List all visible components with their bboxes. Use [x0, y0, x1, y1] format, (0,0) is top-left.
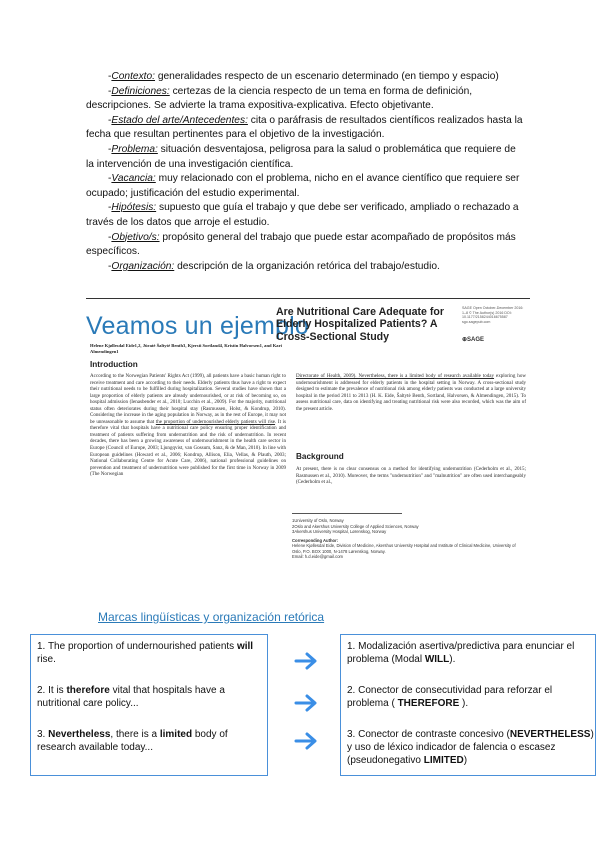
definition-dash: - [108, 231, 112, 243]
affiliation-rule [292, 513, 402, 514]
sage-logo [462, 336, 484, 343]
definition-text: situación desventajosa, peligrosa para la salud o problemática que requiere de la intervención de una investigación científica. [86, 143, 516, 170]
example-text: 2. It is [37, 685, 67, 696]
explanation-text: 1. Modalización asertiva/predictiva para enunciar el problema (Modal [347, 641, 575, 665]
right-text: exploring how undernourishment is addressed for elderly patients in the hospital setting in Norway. A cross-sectional study designed to estimate the prevalence of nutritional risk among elderly patients was conducted at a large university hospital in the period 2011 to 2013 (H. K. Eide, Šaltytė Benth, Sortland, Halvorsen, & Almendingen, 2015). To assess nutritional care, data on identifying and treating nutritional risk were also recorded, which was the aim of the present article. [296, 373, 526, 412]
definition-term: Definiciones: [111, 85, 170, 97]
example-text: body of research available today... [37, 729, 228, 753]
sage-icon: ⊕ [462, 337, 468, 343]
example-item-2 [37, 685, 263, 711]
definition-text: supuesto que guía el trabajo y que debe ser verificado, ampliado o rechazado a través de los datos que arroje el estudio. [86, 202, 519, 228]
example-bold: limited [159, 729, 193, 740]
section-title: Marcas lingüísticas y organización retórica [98, 610, 325, 624]
definition-text: descripción de la organización retórica del trabajo/estudio. [174, 260, 440, 272]
affiliation-2: 2Oslo and Akershus University College of Applied Sciences, Norway [292, 523, 419, 529]
example-text: , there is a [110, 729, 160, 740]
explanation-text: ). [459, 697, 469, 709]
arrow-right-icon [294, 732, 320, 750]
definition-problema [86, 143, 526, 172]
definition-dash: - [108, 202, 112, 214]
definition-contexto [86, 70, 526, 85]
definition-dash: - [108, 71, 112, 82]
definitions-list [86, 70, 526, 274]
examples-box [30, 634, 268, 776]
definition-organizacion [86, 260, 526, 275]
explanation-bold: THEREFORE [397, 697, 460, 709]
definition-vacancia [86, 172, 526, 201]
explanation-text: 3. Conector de contraste concesivo ( [347, 729, 510, 740]
definition-objetivos [86, 231, 526, 260]
arrow-right-icon [294, 694, 320, 712]
definition-term: Hipótesis: [111, 202, 157, 214]
definition-term: Objetivo/s: [111, 231, 160, 243]
intro-underlined: the proportion of undernourished elderly patients will rise [155, 418, 276, 425]
journal-meta: SAGE Open October-December 2016: 1–8 © The Author(s) 2016 DOI: 10.1177/2158244016675587 sgo.sagepub.com [462, 306, 524, 324]
example-bold: therefore [66, 685, 110, 696]
example-text: rise. [37, 653, 56, 665]
definition-text: cita o paráfrasis de resultados científicos realizados hasta la fecha que resultan pertinentes para el objetivo de la investigación. [86, 114, 523, 141]
definition-term: Vacancia: [111, 173, 156, 185]
article-excerpt [86, 298, 530, 590]
sage-label: SAGE [467, 337, 485, 343]
intro-column [90, 373, 286, 478]
definition-dash: - [108, 85, 112, 97]
intro-text-1: According to the Norwegian Patients' Rights Act (1999), all patients have a basic human right to receive treatment and care according to their needs. Elderly patients thus have a right to expect their nutritional needs to be fulfilled during hospitalization. Several studies have shown that a large proportion of elderly patients are already undernourished, or at risk of becoming so, on hospital admission (Ienasbender et al., 2010; Lucchin et al., 2009). For the majority, nutritional status often deteriorates during their hospital stay (Rasmussen, Holst, & Kondrup, 2010). Considering the increase in the aging population in Norway, as in the rest of Europe, it may not be unreasonable to assume that [90, 373, 286, 425]
corresponding-email: Email: h.d.eide@gmail.com [292, 554, 344, 559]
arrow-right-icon [294, 652, 320, 670]
corresponding-label: Corresponding Author: [292, 537, 339, 543]
definition-estado-del-arte [86, 114, 526, 143]
definition-term: Contexto: [111, 71, 156, 82]
explanation-text: ) [463, 754, 468, 766]
explanations-box [340, 634, 596, 776]
affiliation-1: 1University of Oslo, Norway [292, 518, 344, 523]
definition-text: propósito general del trabajo que puede estar acompañado de propósitos más específicos. [86, 231, 516, 258]
explanation-bold: LIMITED [423, 754, 464, 766]
explanation-item-2 [347, 685, 595, 711]
definition-dash: - [108, 114, 112, 126]
article-authors: Helene Kjøllesdal Eide1,2, Jūratė Šaltytė Benth3, Kjersti Sortland4, Kristin Halvorsen1, and Kari Almendingen1 [90, 343, 282, 354]
definition-hipotesis [86, 201, 526, 230]
article-top-rule [86, 298, 530, 299]
intro-heading: Introduction [90, 360, 138, 369]
explanation-item-1 [347, 641, 595, 667]
intro-text-2: . It is therefore vital that hospitals have a nutritional care policy ensuring proper identification and treatment of patients suffering from undernutrition and the risk of undernutrition. In recent decades, there has been a growing awareness of undernourishment in the health care sector in Europe (Council of Europe, 2003; Ljungqvist, van Gossum, Sanz, & de Man, 2010). In line with European guidelines (Howard et al., 2006; Kondrup, Allison, Elia, Vellas, & Plauth, 2003; National Collaborating Centre for Acute Care, 2006), national professional guidelines on prevention and treatment of undernutrition were published for the first time in Norway in 2009 (The Norwegian [90, 418, 286, 478]
affiliations [292, 518, 524, 560]
explanation-text: 2. Conector de consecutividad para reforzar el problema ( [347, 685, 553, 709]
example-banner: Veamos un ejemplo [86, 312, 309, 340]
corresponding-text: Helene Kjøllesdal Eide, Division of Medicine, Akershus University Hospital and Institute of Clinical Medicine, University of Oslo, P.O. BOX 1000, N-1478 Lørenskog, Norway. [292, 543, 516, 554]
right-column-top [296, 373, 526, 412]
background-heading: Background [296, 452, 344, 461]
explanation-bold: NEVERTHELESS [509, 729, 591, 740]
affiliation-3: 3Akershus University Hospital, Lørenskog, Norway [292, 529, 387, 534]
definition-text: muy relacionado con el problema, nicho en el avance científico que requiere ser ocupado; justificación del estudio experimental. [86, 173, 520, 199]
definition-term: Organización: [111, 260, 175, 272]
background-text: At present, there is no clear consensus on a method for identifying undernutrition (Cederholm et al., 2015; Rasmussen et al., 2010). Moreover, the terms "undernutrition" and "malnutrition" are often used interchangeably (Cederholm et al., [296, 466, 526, 486]
definition-dash: - [108, 173, 112, 185]
right-underlined: Directorate of Health, 2009). Nevertheless, there is a limited body of research available today [296, 373, 495, 379]
example-bold: will [236, 641, 254, 652]
definition-dash: - [108, 143, 112, 155]
explanation-text: ). [449, 653, 456, 665]
explanation-text: ) y uso de léxico indicador de falencia o escasez (pseudonegativo [347, 729, 594, 766]
definition-term: Problema: [111, 143, 158, 155]
article-title: Are Nutritional Care Adequate for Elderly Hospitalized Patients? A Cross-Sectional Study [276, 306, 444, 343]
explanation-item-3 [347, 729, 595, 767]
example-text: vital that hospitals have a nutritional care policy... [37, 685, 225, 709]
example-item-1 [37, 641, 263, 667]
definition-text: certezas de la ciencia respecto de un tema en forma de definición, descripciones. Se advierte la trama expositiva-explicativa. Efecto objetivante. [86, 85, 473, 112]
definition-dash: - [108, 260, 112, 272]
definition-definiciones [86, 85, 526, 114]
example-text: 1. The proportion of undernourished patients [37, 641, 237, 652]
example-bold: Nevertheless [48, 729, 111, 740]
definition-term: Estado del arte/Antecedentes: [111, 114, 248, 126]
definition-text: generalidades respecto de un escenario determinado (en tiempo y espacio) [155, 71, 499, 82]
example-text: 3. [37, 729, 49, 740]
explanation-bold: WILL [424, 653, 450, 665]
example-item-3 [37, 729, 263, 755]
